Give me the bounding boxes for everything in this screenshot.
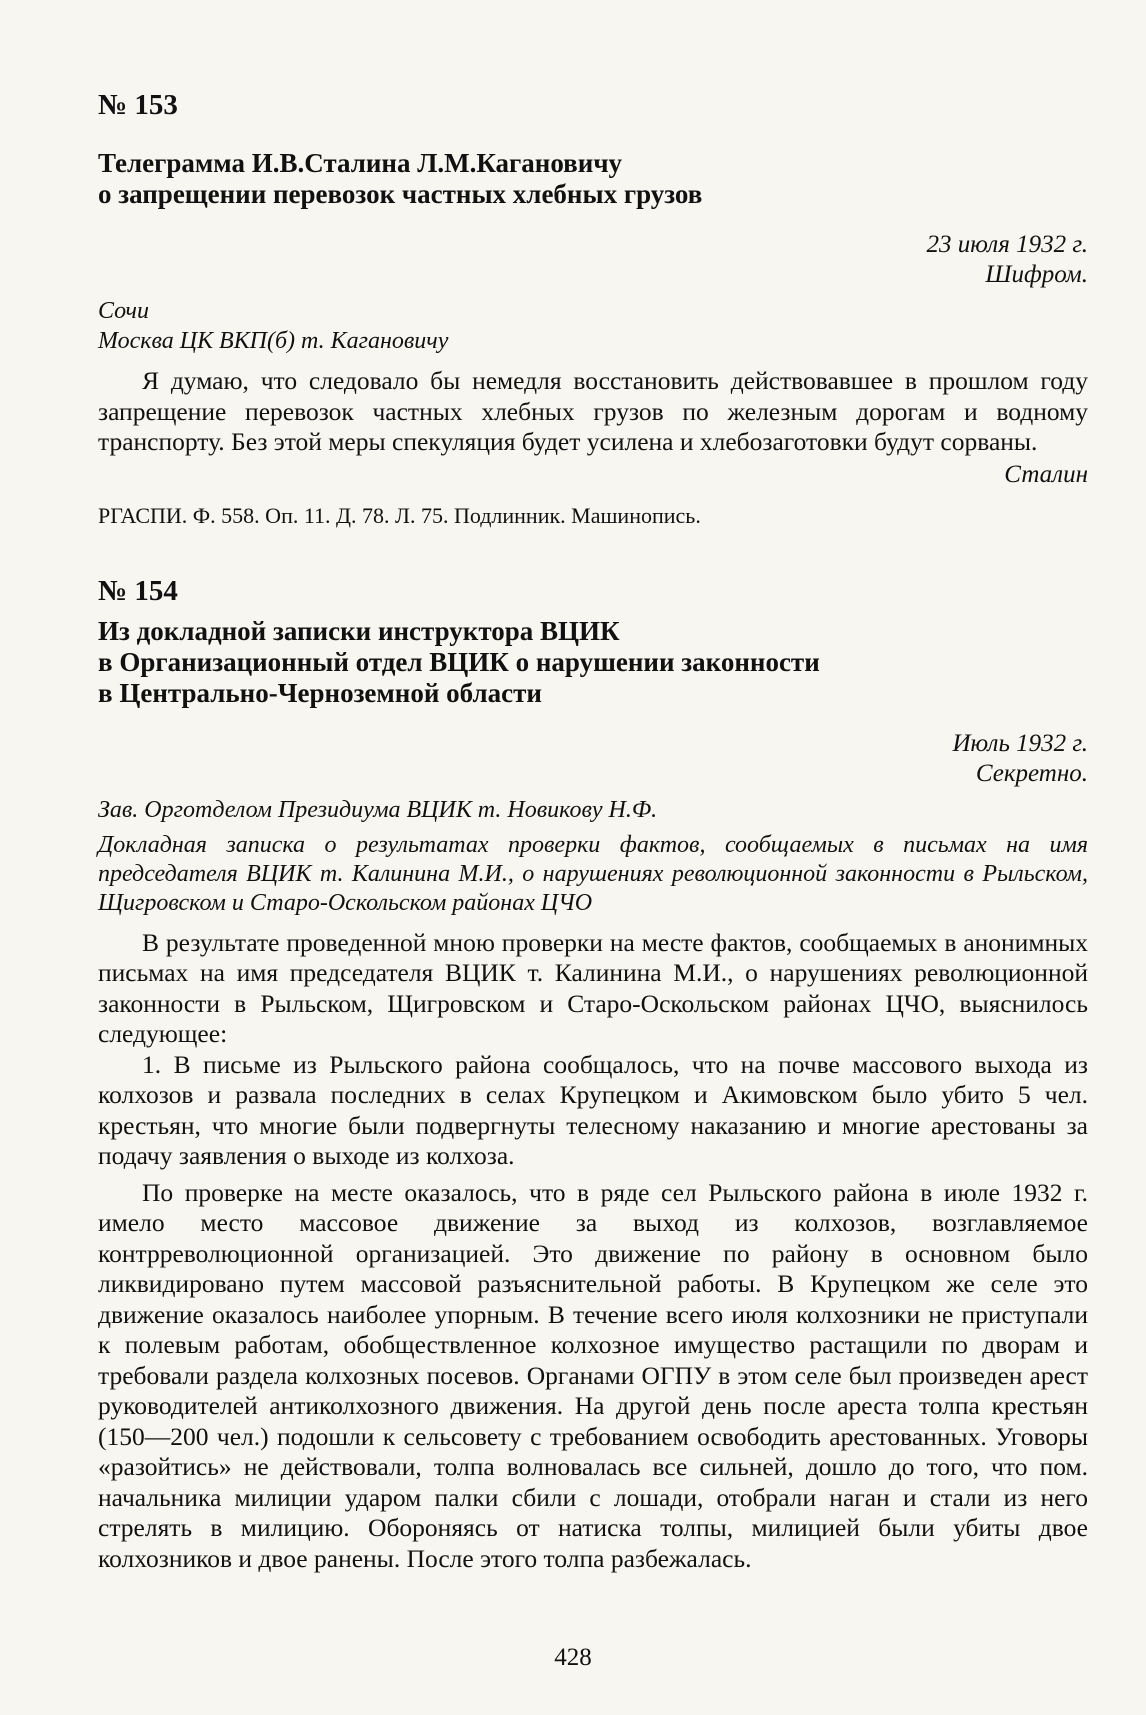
doc154-date: Июль 1932 г. bbox=[952, 729, 1088, 757]
doc153-signature: Сталин bbox=[1004, 460, 1088, 488]
doc154-title-line: Из докладной записки инструктора ВЦИК bbox=[98, 615, 620, 646]
doc154-title-line: в Организационный отдел ВЦИК о нарушении законности bbox=[98, 646, 820, 677]
doc153-date: 23 июля 1932 г. bbox=[926, 231, 1088, 258]
doc153-title-line: о запрещении перевозок частных хлебных грузов bbox=[98, 179, 703, 209]
doc154-paragraph: В результате проведенной мною проверки на месте фактов, сообщаемых в анонимных письмах на имя председателя ВЦИК т. Калинина М.И., о нарушениях революционной законности в Рыльском, Щигровском и Старо-Оскольском районах ЦЧО, выяснилось следующее: bbox=[98, 927, 1088, 1048]
doc154-paragraph: По проверке на месте оказалось, что в ряде сел Рыльского района в июле 1932 г. имело место массовое движение за выход из колхозов, возглавляемое контрреволюционной организацией. Это движение по району в основном было ликвидировано путем массовой разъяснительной работы. В Крупецком же селе это движение оказалось наиболее упорным. В течение всего июля колхозники не приступали к полевым работам, обобществленное колхозное имущество растащили по дворам и требовали раздела колхозных посевов. Органами ОГПУ в этом селе был произведен арест руководителей антиколхозного движения. На другой день после ареста толпа крестьян (150—200 чел.) подошли к сельсовету с требованием освободить арестованных. Уговоры «разойтись» не действовали, толпа волновалась все сильней, дошло до того, что пом. начальника милиции ударом палки сбили с лошади, отобрали наган и стали из него стрелять в милицию. Обороняясь от натиска толпы, милицией были убиты двое колхозников и двое ранены. После этого толпа разбежалась. bbox=[98, 1177, 1088, 1573]
doc153-body: Я думаю, что следовало бы немедля восстановить действовавшее в прошлом году запрещение перевозок частных хлебных грузов по железным дорогам и водному транспорту. Без этой меры спекуляция будет усилена и хлебозаготовки будут сорваны. bbox=[98, 366, 1088, 456]
doc153-addressee: Москва ЦК ВКП(б) т. Кагановичу bbox=[98, 328, 449, 354]
doc154-number: № 154 bbox=[98, 574, 178, 607]
doc153-title bbox=[98, 148, 1088, 210]
doc153-from-place: Сочи bbox=[98, 298, 149, 324]
doc154-addressee: Зав. Орготделом Президиума ВЦИК т. Новикову Н.Ф. bbox=[98, 796, 658, 823]
doc154-subject: Докладная записка о результатах проверки фактов, сообщаемых в письмах на имя председателя ВЦИК т. Калинина М.И., о нарушениях революционной законности в Рыльском, Щигровском и Старо-Оскольском районах ЦЧО bbox=[98, 831, 1088, 916]
doc154-title-line: в Центрально-Черноземной области bbox=[98, 677, 542, 708]
doc154-title bbox=[98, 616, 1088, 709]
doc153-classification: Шифром. bbox=[985, 261, 1088, 288]
doc154-classification: Секретно. bbox=[975, 759, 1088, 787]
doc154-paragraph: 1. В письме из Рыльского района сообщалось, что на почве массового выхода из колхозов и развала последних в селах Крупецком и Акимовском было убито 5 чел. крестьян, что многие были подвергнуты телесному наказанию и многие арестованы за подачу заявления о выходе из колхоза. bbox=[98, 1049, 1088, 1170]
doc153-archive-reference: РГАСПИ. Ф. 558. Оп. 11. Д. 78. Л. 75. Подлинник. Машинопись. bbox=[98, 502, 701, 528]
doc154-body bbox=[98, 928, 1088, 1575]
page-number: 428 bbox=[554, 1644, 592, 1671]
document-page bbox=[98, 88, 1088, 1574]
doc153-number: № 153 bbox=[98, 89, 178, 121]
doc153-title-line: Телеграмма И.В.Сталина Л.М.Кагановичу bbox=[98, 148, 623, 178]
